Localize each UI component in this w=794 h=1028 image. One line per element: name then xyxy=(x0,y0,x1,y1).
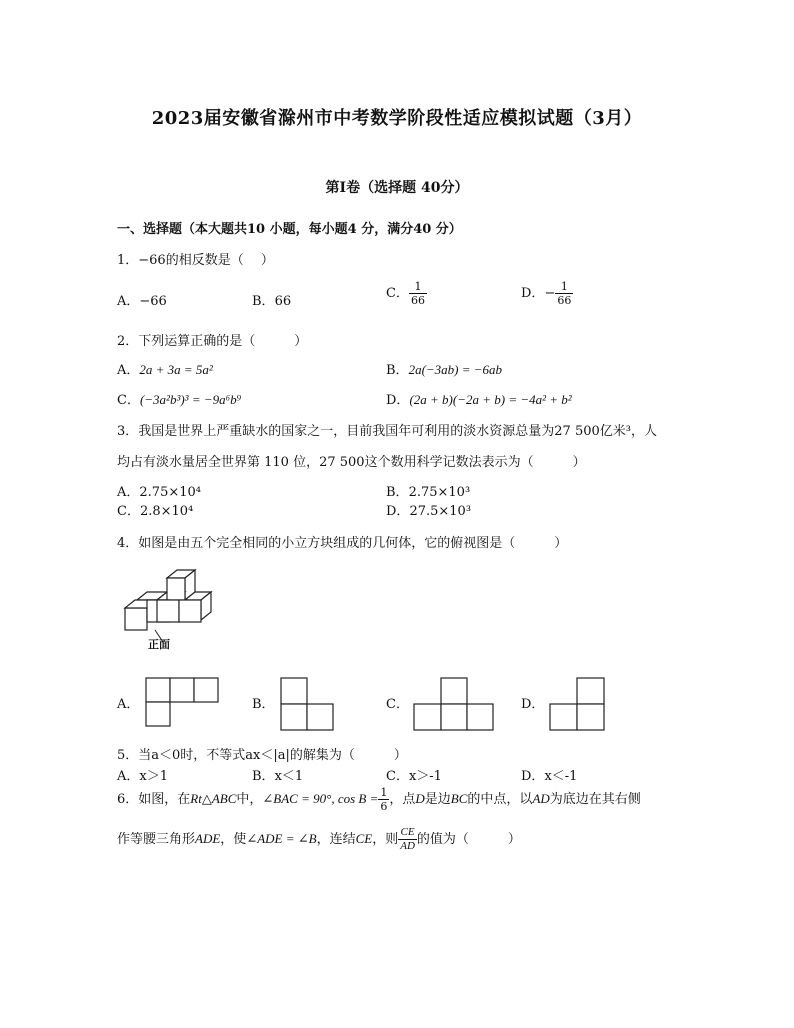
q3-option-b xyxy=(386,481,470,500)
q6-text: 是边 xyxy=(424,792,451,807)
cube-solid-figure xyxy=(115,568,225,658)
option-text: x＜-1 xyxy=(544,769,578,784)
q4-option-c-label: C． xyxy=(386,697,409,712)
option-label: A． xyxy=(117,769,140,784)
option-label: B． xyxy=(252,769,275,784)
q3-option-d xyxy=(386,500,471,519)
q2-stem: 2．下列运算正确的是（ ） xyxy=(117,334,308,349)
option-label: A． xyxy=(117,294,140,309)
q6-line1 xyxy=(117,786,641,813)
q6-text: 作等腰三角形 xyxy=(117,832,196,847)
q3-option-c xyxy=(117,500,193,519)
option-text: x＞-1 xyxy=(408,769,442,784)
fraction-denominator: 66 xyxy=(557,294,572,307)
q4-option-c-figure xyxy=(413,677,495,731)
page-title: 2023届安徽省滁州市中考数学阶段性适应模拟试题（3月） xyxy=(151,108,643,129)
q4-option-a-figure xyxy=(145,677,221,727)
q5-stem: 5．当a＜0时，不等式ax＜|a|的解集为（ ） xyxy=(117,748,407,763)
q6-text: 的中点，以 xyxy=(467,792,533,807)
option-label: C． xyxy=(386,286,409,301)
option-label: D． xyxy=(521,286,545,301)
q6-line2 xyxy=(117,826,521,853)
q6-text: ，使 xyxy=(220,832,247,847)
option-text: x＞1 xyxy=(139,769,168,784)
q2-option-a xyxy=(117,359,213,378)
option-text: 2.75×10⁴ xyxy=(139,485,201,500)
option-label: B． xyxy=(386,485,409,500)
part-subtitle: 第Ⅰ卷（选择题 40分） xyxy=(325,180,469,196)
q5-option-a xyxy=(117,765,168,784)
option-label: C． xyxy=(386,769,409,784)
q2-option-c xyxy=(117,389,241,408)
option-text: −66 xyxy=(139,294,167,309)
q6-math: D xyxy=(415,791,425,806)
q1-option-b xyxy=(252,290,291,309)
q1-option-c xyxy=(386,280,427,307)
option-label: A． xyxy=(117,485,140,500)
q5-option-c xyxy=(386,765,442,784)
option-label: D． xyxy=(521,769,545,784)
fraction-numerator: 1 xyxy=(409,280,427,294)
q6-text: 中， xyxy=(236,792,263,807)
option-label: C． xyxy=(117,504,140,519)
option-text: x＜1 xyxy=(274,769,304,784)
option-text: 66 xyxy=(274,294,292,309)
q6-math: CE xyxy=(355,831,373,846)
option-text: 27.5×10³ xyxy=(409,504,472,519)
q3-stem-line1: 3．我国是世界上严重缺水的国家之一，目前我国年可利用的淡水资源总量为27 500亿米³，人 xyxy=(117,424,657,439)
option-formula: 2a(−3ab) = −6ab xyxy=(408,362,503,377)
q3-option-a xyxy=(117,481,201,500)
q4-option-b-figure xyxy=(280,677,336,731)
q6-math: ADE xyxy=(195,831,221,846)
q6-math: ∠BAC = 90°, cos B = xyxy=(262,791,379,806)
option-label: B． xyxy=(252,294,275,309)
ratio-fraction xyxy=(398,826,417,853)
fraction-numerator: CE xyxy=(398,826,417,840)
option-label: A． xyxy=(117,363,140,378)
q2-option-d xyxy=(386,389,572,408)
option-text: 2.8×10⁴ xyxy=(139,504,194,519)
q4-option-b-label: B． xyxy=(252,697,275,712)
q6-text: 6．如图，在 xyxy=(117,792,191,807)
q6-math: BC xyxy=(450,791,468,806)
q6-math: Rt△ABC xyxy=(190,791,237,806)
option-label: C． xyxy=(117,393,140,408)
q2-option-b xyxy=(386,359,502,378)
fraction xyxy=(409,280,427,307)
cos-fraction xyxy=(378,786,389,813)
q6-math: ∠ADE = ∠B xyxy=(246,831,317,846)
q1-stem: 1．−66的相反数是（ ） xyxy=(117,253,274,268)
front-label: 正面 xyxy=(148,638,170,651)
fraction-denominator: AD xyxy=(400,840,415,852)
q6-text: ，点 xyxy=(389,792,416,807)
minus-sign: − xyxy=(544,286,556,301)
option-label: B． xyxy=(386,363,409,378)
q1-option-d xyxy=(521,280,573,307)
option-formula: 2a + 3a = 5a² xyxy=(139,362,213,377)
option-formula: (−3a²b³)³ = −9a⁶b⁹ xyxy=(139,392,242,407)
q4-option-d-figure xyxy=(549,677,607,731)
q5-option-d xyxy=(521,765,577,784)
option-formula: (2a + b)(−2a + b) = −4a² + b² xyxy=(409,392,572,407)
q5-option-b xyxy=(252,765,303,784)
q6-text: ，连结 xyxy=(316,832,356,847)
fraction-denominator: 6 xyxy=(380,800,388,813)
fraction-denominator: 66 xyxy=(410,294,425,307)
fraction xyxy=(555,280,573,307)
q6-math: AD xyxy=(532,791,550,806)
q4-option-a-label: A． xyxy=(117,697,140,712)
q6-text: ，则 xyxy=(372,832,399,847)
option-label: D． xyxy=(386,393,410,408)
q4-stem: 4．如图是由五个完全相同的小立方块组成的几何体，它的俯视图是（ ） xyxy=(117,536,568,551)
q1-option-a xyxy=(117,290,167,309)
section-heading: 一、选择题（本大题共10 小题，每小题4 分，满分40 分） xyxy=(117,222,462,237)
q4-option-d-label: D． xyxy=(521,697,545,712)
q6-text: 为底边在其右侧 xyxy=(549,792,641,807)
q6-text: 的值为（ ） xyxy=(416,832,521,847)
option-label: D． xyxy=(386,504,410,519)
fraction-numerator: 1 xyxy=(555,280,573,294)
q3-stem-line2: 均占有淡水量居全世界第 110 位，27 500这个数用科学记数法表示为（ ） xyxy=(117,455,586,470)
option-text: 2.75×10³ xyxy=(408,485,471,500)
fraction-numerator: 1 xyxy=(380,786,388,799)
